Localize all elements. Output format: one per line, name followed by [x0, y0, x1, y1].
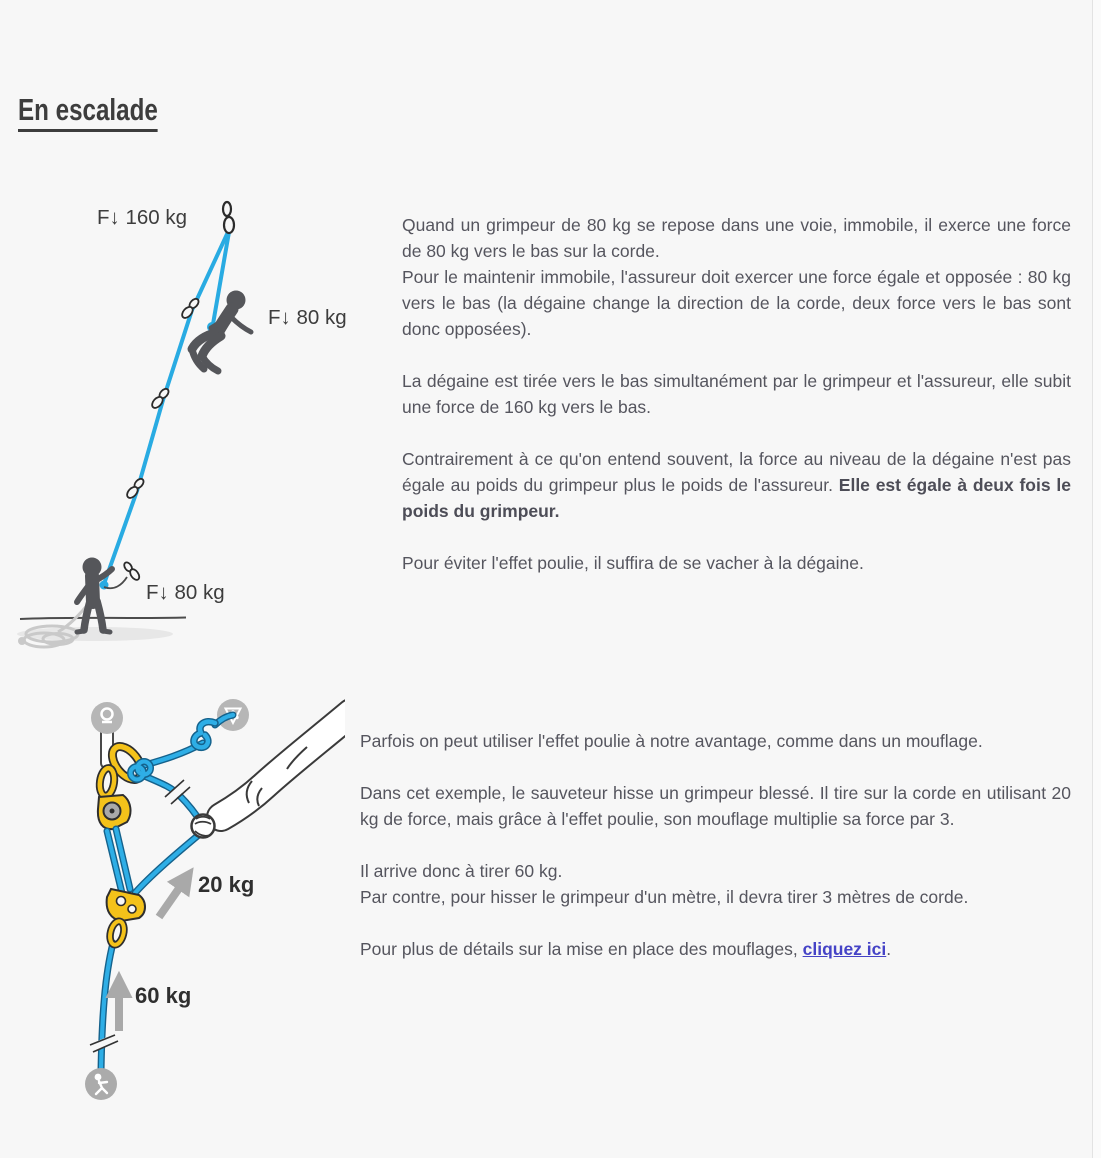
paragraph [402, 368, 1071, 420]
explanation-paragraphs-1 [402, 212, 1071, 576]
paragraph [402, 446, 1071, 524]
pull-force-label: 20 kg [198, 872, 255, 897]
paragraph-text: . [886, 939, 892, 959]
paragraph [360, 728, 1071, 754]
paragraph-text: Pour le maintenir immobile, l'assureur doit exercer une force égale et opposée : 80 kg vers le bas (la dégaine change la direction de la corde, deux force vers le bas sont donc opposées). [402, 267, 1071, 339]
paragraph-text: Parfois on peut utiliser l'effet poulie à notre avantage, comme dans un mouflage. [360, 731, 983, 751]
climbing-forces-diagram [0, 188, 390, 660]
paragraph-text: Par contre, pour hisser le grimpeur d'un mètre, il devra tirer 3 mètres de corde. [360, 887, 969, 907]
hauling-system-diagram [55, 685, 345, 1105]
rope [104, 232, 229, 584]
force-label-quickdraw: F↓ 160 kg [97, 206, 188, 229]
force-label-climber: F↓ 80 kg [268, 306, 347, 329]
fist-icon [192, 815, 215, 838]
climber-figure [192, 291, 251, 372]
cliquez-ici-link[interactable]: cliquez ici [802, 939, 887, 959]
figure-eight-knot-icon [194, 722, 215, 748]
paragraph [360, 936, 1071, 962]
page-title-text: En escalade [18, 92, 158, 132]
maillon-link-icon [98, 767, 116, 797]
quickdraw-top-icon [223, 202, 234, 233]
injured-climber-icon [85, 1068, 117, 1100]
scrollbar-track[interactable] [1092, 0, 1101, 1158]
belayer-figure [77, 558, 112, 633]
paragraph-text: Pour éviter l'effet poulie, il suffira de se vacher à la dégaine. [402, 553, 864, 573]
paragraph-text: Contrairement à ce qu'on entend souvent, la force au niveau de la dégaine n'est pas égale au poids du grimpeur plus le poids de l'assureur. [402, 449, 1071, 495]
paragraph [402, 550, 1071, 576]
clove-hitch-icon [131, 762, 151, 780]
paragraph-text: Quand un grimpeur de 80 kg se repose dans une voie, immobile, il exerce une force de 80 kg vers le bas sur la corde. [402, 215, 1071, 261]
paragraph-text: Dans cet exemple, le sauveteur hisse un grimpeur blessé. Il tire sur la corde en utilisant 20 kg de force, mais grâce à l'effet poulie, son mouflage multiplie sa force par 3. [360, 783, 1071, 829]
paragraph [360, 858, 1071, 910]
progress-capture-pulley-icon [98, 795, 131, 829]
force-label-belayer: F↓ 80 kg [146, 581, 225, 604]
explanation-paragraphs-2 [360, 728, 1071, 962]
load-force-label: 60 kg [135, 983, 192, 1008]
paragraph-text: Pour plus de détails sur la mise en place des mouflages, [360, 939, 803, 959]
traveling-pulley-icon [107, 889, 145, 921]
paragraph-bold-text: Elle est égale à deux fois le poids du grimpeur. [402, 475, 1071, 521]
paragraph-text: La dégaine est tirée vers le bas simultanément par le grimpeur et l'assureur, elle subit une force de 160 kg vers le bas. [402, 371, 1071, 417]
paragraph [402, 212, 1071, 342]
bolt-anchor-icon [91, 702, 123, 734]
pull-force-arrow-icon [159, 874, 189, 917]
maillon-link-icon [108, 920, 126, 946]
paragraph [360, 780, 1071, 832]
page-title [18, 92, 197, 132]
paragraph-text: Il arrive donc à tirer 60 kg. [360, 861, 563, 881]
